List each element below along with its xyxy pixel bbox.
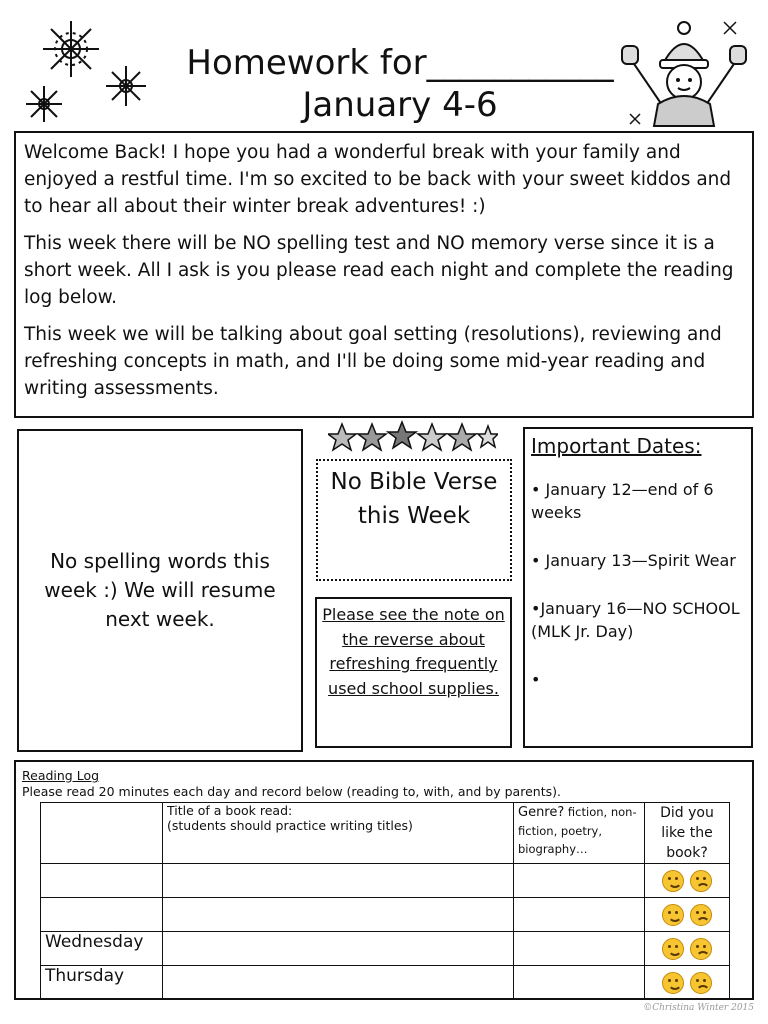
page-title: Homework for___________ xyxy=(186,43,614,83)
date-item: • January 13—Spirit Wear xyxy=(531,551,736,570)
copyright-credit: ©Christina Winter 2015 xyxy=(643,1003,754,1013)
day-cell[interactable] xyxy=(41,864,163,898)
stars-decoration xyxy=(328,420,498,454)
date-item: • January 12—end of 6 weeks xyxy=(531,480,714,522)
title-header-note: (students should practice writing titles) xyxy=(167,818,413,833)
important-dates-box xyxy=(523,427,753,748)
book-title-cell[interactable] xyxy=(163,966,514,1000)
frowning-face-icon[interactable] xyxy=(690,972,712,994)
table-row xyxy=(41,898,730,932)
smiley-face-icon[interactable] xyxy=(662,972,684,994)
table-row xyxy=(41,864,730,898)
day-cell[interactable] xyxy=(41,898,163,932)
spelling-words-box xyxy=(17,429,303,752)
bible-verse-text: No Bible Verse this Week xyxy=(330,469,498,529)
title-header-cell xyxy=(163,803,514,864)
supplies-note-box xyxy=(315,597,512,748)
title-header-label: Title of a book read: xyxy=(167,803,293,818)
frowning-face-icon[interactable] xyxy=(690,938,712,960)
welcome-message-box xyxy=(14,131,754,418)
snowflake-icon xyxy=(40,18,102,80)
welcome-paragraph: Welcome Back! I hope you had a wonderful break with your family and enjoyed a restful time. I'm so excited to be back with your sweet kiddos and to hear all about their winter break adventures! :) xyxy=(24,142,732,217)
page-subtitle-dates: January 4-6 xyxy=(302,85,498,125)
book-title-cell[interactable] xyxy=(163,864,514,898)
spelling-notice-paragraph: This week there will be NO spelling test and NO memory verse since it is a short week. All I ask is you please read each night and complete the reading log below. xyxy=(24,233,734,308)
table-header-row xyxy=(41,803,730,864)
frowning-face-icon[interactable] xyxy=(690,870,712,892)
table-row xyxy=(41,966,730,1000)
spelling-text: No spelling words this week :) We will resume next week. xyxy=(44,549,276,631)
bible-verse-box xyxy=(316,459,512,581)
important-dates-heading: Important Dates: xyxy=(531,434,702,458)
book-title-cell[interactable] xyxy=(163,898,514,932)
rating-cell xyxy=(645,898,730,932)
smiley-face-icon[interactable] xyxy=(662,904,684,926)
date-item: •January 16—NO SCHOOL (MLK Jr. Day) xyxy=(531,599,740,641)
table-row xyxy=(41,932,730,966)
genre-cell[interactable] xyxy=(514,932,645,966)
day-cell[interactable]: Thursday xyxy=(41,966,163,1000)
frowning-face-icon[interactable] xyxy=(690,904,712,926)
genre-cell[interactable] xyxy=(514,966,645,1000)
genre-cell[interactable] xyxy=(514,898,645,932)
genre-cell[interactable] xyxy=(514,864,645,898)
rating-cell xyxy=(645,864,730,898)
weekly-topics-paragraph: This week we will be talking about goal setting (resolutions), reviewing and refreshing concepts in math, and I'll be doing some mid-year reading and writing assessments. xyxy=(24,324,722,399)
smiley-face-icon[interactable] xyxy=(662,870,684,892)
smiley-face-icon[interactable] xyxy=(662,938,684,960)
genre-header-cell xyxy=(514,803,645,864)
reading-log-title: Reading Log xyxy=(22,768,100,783)
reading-log-instructions: Please read 20 minutes each day and record below (reading to, with, and by parents). xyxy=(22,784,561,799)
genre-header-options: fiction, non-fiction, poetry, biography… xyxy=(518,805,637,856)
rating-cell xyxy=(645,966,730,1000)
rating-cell xyxy=(645,932,730,966)
reading-log-table xyxy=(40,802,730,1000)
genre-header-label: Genre? xyxy=(518,805,565,820)
book-title-cell[interactable] xyxy=(163,932,514,966)
supplies-note-text: Please see the note on the reverse about refreshing frequently used school supplies. xyxy=(322,605,505,698)
like-header-cell: Did you like the book? xyxy=(645,803,730,864)
snowflake-icon xyxy=(24,84,64,124)
date-item: • xyxy=(531,670,541,689)
day-header-cell xyxy=(41,803,163,864)
reading-log-box xyxy=(14,760,754,1000)
day-cell[interactable]: Wednesday xyxy=(41,932,163,966)
